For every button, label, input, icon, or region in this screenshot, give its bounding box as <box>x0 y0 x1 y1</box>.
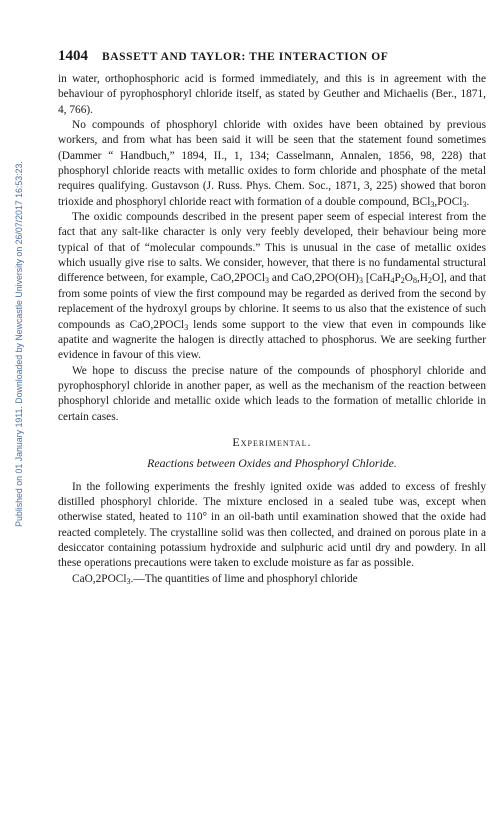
running-title: BASSETT AND TAYLOR: THE INTERACTION OF <box>102 51 389 63</box>
paragraph-3: The oxidic compounds described in the present paper seem of especial interest from the fact that any salt-like character is only very feebly developed, their behaviour being more typical of that of “molecular compounds.” This is unusual in the case of metallic oxides which usually give rise to salts. We consider, however, that there is no fundamental structural difference between, for example, CaO,2POCl$_3$ and $CaO,2PO(OH)_3$ $[CaH_4P_2O_8,H_2O]$, and that from some points of view the first compound may be regarded as derived from the second by replacement of the hydroxyl groups by chlorine. It seems to us also that the existence of such compounds as CaO,2POCl$_3$ lends some support to the view that even in compounds like apatite and wagnerite the halogen is directly attached to phosphorus. We are seeking further evidence in favour of this view. <box>58 211 486 362</box>
section-heading: Experimental. <box>232 434 312 449</box>
paragraph-5: In the following experiments the freshly ignited oxide was added to excess of freshly distilled phosphoryl chloride. The mixture enclosed in a sealed tube was, except when otherwise stated, heated to 110° in an oil-bath until examination showed that the oxide had reacted completely. The crystalline solid was then collected, and drained on porous plate in a desiccator containing potassium hydroxide and sulphuric acid until dry and powdery. In all these operations precautions were taken to exclude moisture as far as possible. <box>58 480 486 570</box>
subsection-heading: Reactions between Oxides and Phosphoryl Chloride. <box>147 456 397 471</box>
paragraph-6: CaO,2POCl$_3$.—The quantities of lime and phosphoryl chloride <box>72 572 358 586</box>
download-watermark: Published on 01 January 1911. Downloaded by Newcastle University on 26/07/2017 16:53:23. <box>14 161 24 527</box>
running-header <box>58 48 486 72</box>
paper-page <box>58 48 486 587</box>
page-number: 1404 <box>58 48 88 64</box>
paragraph-2: No compounds of phosphoryl chloride with oxides have been obtained by previous workers, and from what has been said it will be seen that the statement found sometimes (Dammer “ Handbuch,” 1894, II., 1, 134; Casselmann, Annalen, 1856, 98, 228) that phosphoryl chloride reacts with metallic oxides to form chloride and phosphate of the metal requires qualifying. Gustavson (J. Russ. Phys. Chem. Soc., 1871, 3, 225) showed that boron trioxide and phosphoryl chloride react with formation of a double compound, BCl$_3$,POCl$_3$. <box>58 119 486 209</box>
paragraph-4: We hope to discuss the precise nature of the compounds of phosphoryl chloride and pyrophosphoryl chloride in another paper, as well as the mechanism of the reaction between phosphoryl chloride and metallic oxide which leads to the formation of metallic chloride in certain cases. <box>58 364 486 423</box>
paragraph-1: in water, orthophosphoric acid is formed immediately, and this is in agreement with the behaviour of pyrophosphoryl chloride itself, as stated by Geuther and Michaelis (Ber., 1871, 4, 766). <box>58 73 486 116</box>
body-text <box>58 72 486 587</box>
